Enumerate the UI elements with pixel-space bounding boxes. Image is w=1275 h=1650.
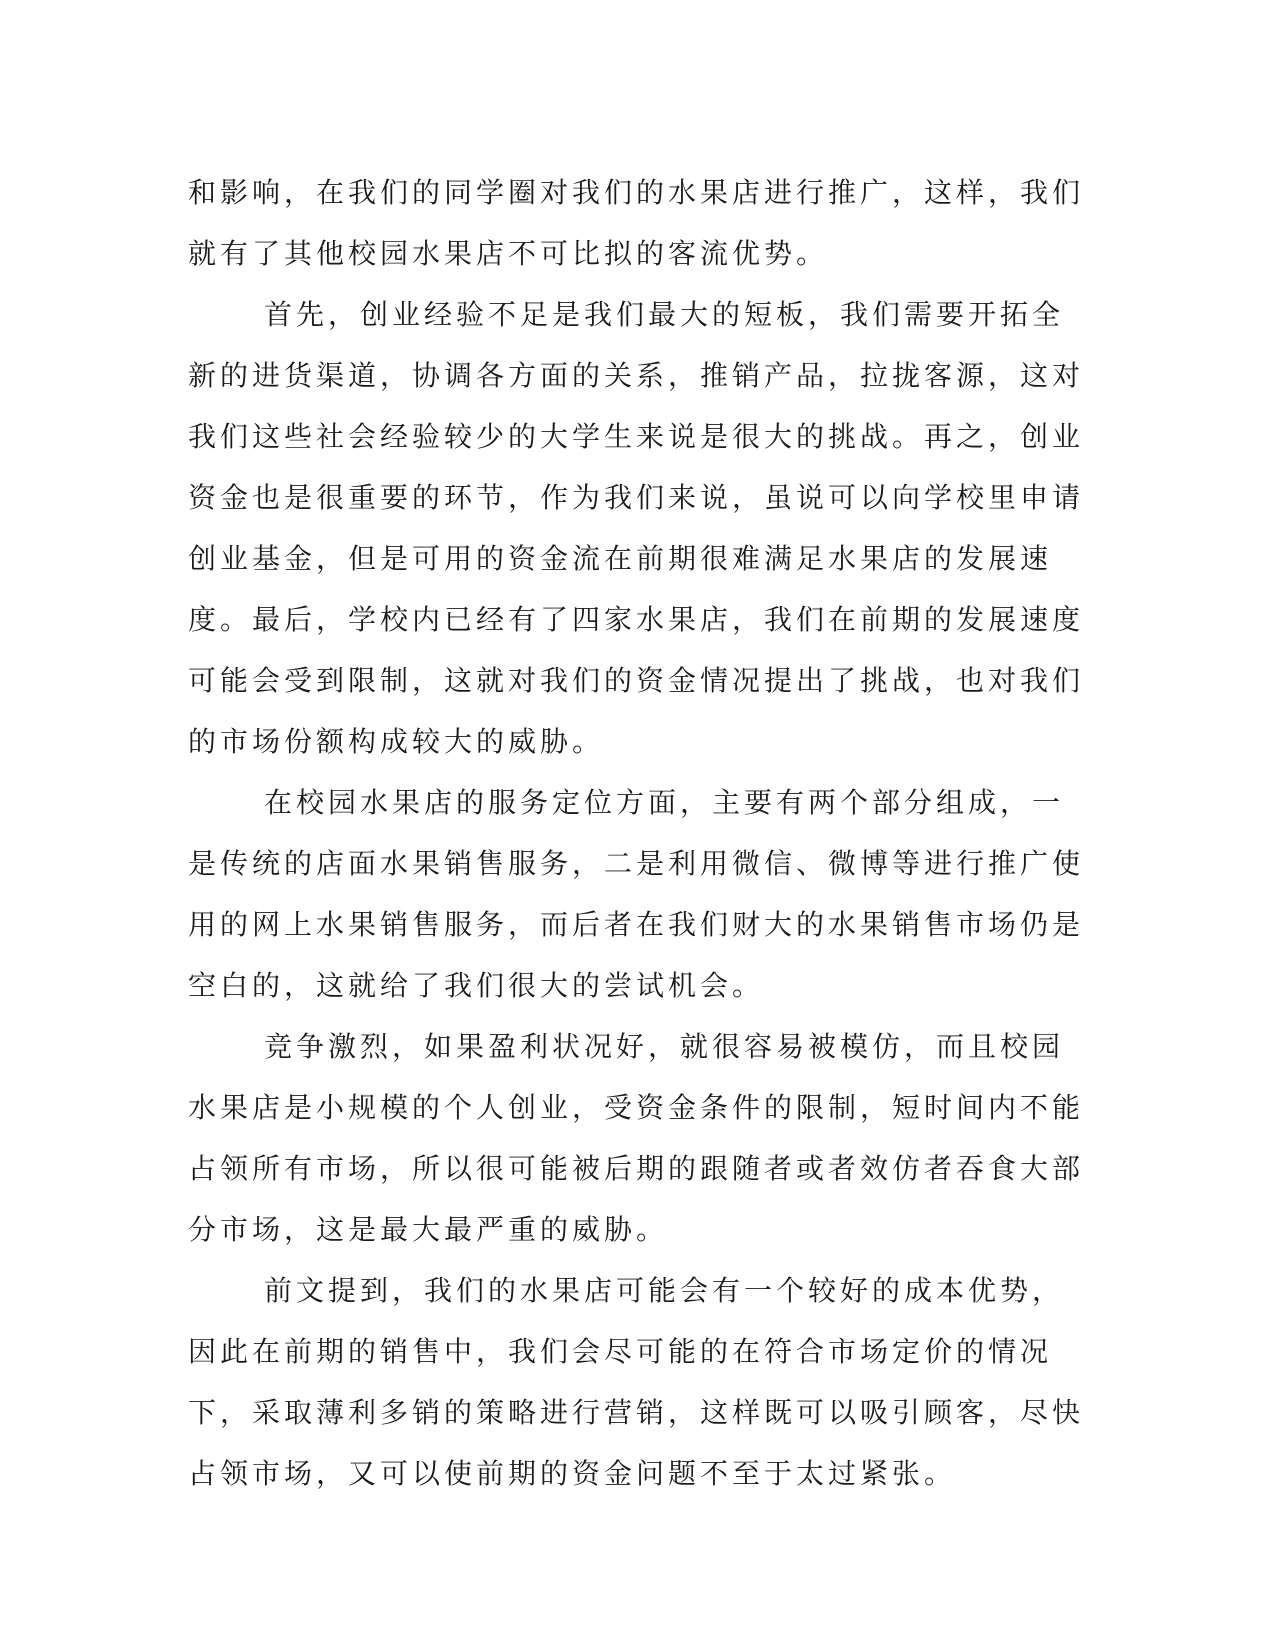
paragraph-3: 在校园水果店的服务定位方面，主要有两个部分组成，一是传统的店面水果销售服务，二是利用微信、微博等进行推广使用的网上水果销售服务，而后者在我们财大的水果销售市场仍是空白的，这就给了我们很大的尝试机会。 [188,786,1085,1002]
paragraph-2: 首先，创业经验不足是我们最大的短板，我们需要开拓全新的进货渠道，协调各方面的关系，推销产品，拉拢客源，这对我们这些社会经验较少的大学生来说是很大的挑战。再之，创业资金也是很重要的环节，作为我们来说，虽说可以向学校里申请创业基金，但是可用的资金流在前期很难满足水果店的发展速度。最后，学校内已经有了四家水果店，我们在前期的发展速度可能会受到限制，这就对我们的资金情况提出了挑战，也对我们的市场份额构成较大的威胁。 [188,298,1085,758]
paragraph-5: 前文提到，我们的水果店可能会有一个较好的成本优势，因此在前期的销售中，我们会尽可能的在符合市场定价的情况下，采取薄利多销的策略进行营销，这样既可以吸引顾客，尽快占领市场，又可以使前期的资金问题不至于太过紧张。 [188,1274,1085,1490]
document-body [188,162,1088,1504]
paragraph-1: 和影响，在我们的同学圈对我们的水果店进行推广，这样，我们就有了其他校园水果店不可比拟的客流优势。 [188,176,1085,270]
paragraph-4: 竞争激烈，如果盈利状况好，就很容易被模仿，而且校园水果店是小规模的个人创业，受资金条件的限制，短时间内不能占领所有市场，所以很可能被后期的跟随者或者效仿者吞食大部分市场，这是最大最严重的威胁。 [188,1030,1085,1246]
